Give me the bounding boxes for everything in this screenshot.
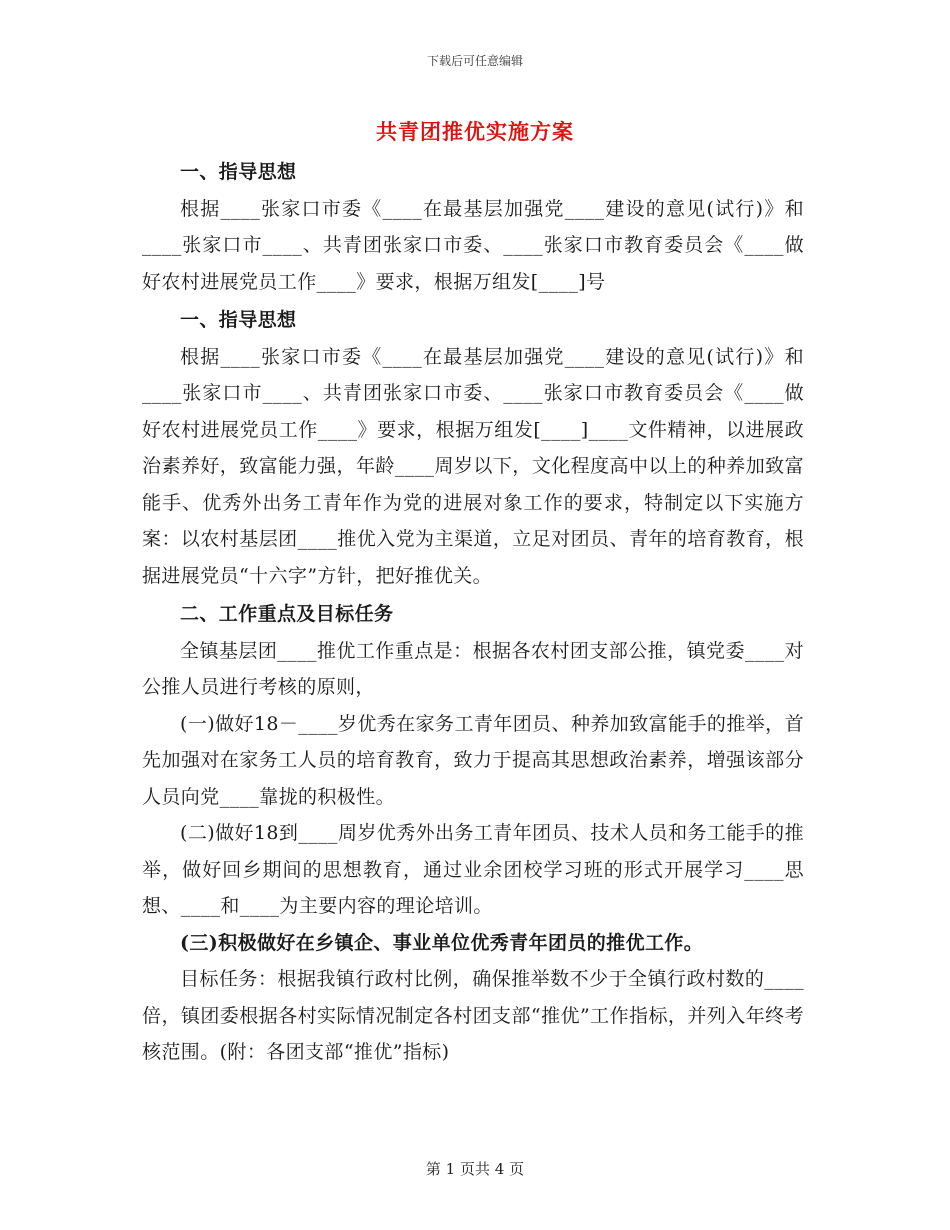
paragraph-basis-full: 根据____张家口市委《____在最基层加强党____建设的意见(试行)》和____张家口市____、共青团张家口市委、____张家口市教育委员会《____做好农村进展党员工作____》要求，根据万组发[____]____文件精神，以进展政治素养好，致富能力强，年龄____周岁以下，文化程度高中以上的种养加致富能手、优秀外出务工青年作为党的进展对象工作的要求，特制定以下实施方案：以农村基层团____推优入党为主渠道，立足对团员、青年的培育教育，根据进展党员“十六字”方针，把好推优关。 [142, 345, 804, 587]
paragraph-work-focus: 全镇基层团____推优工作重点是：根据各农村团支部公推，镇党委____对公推人员进行考核的原则， [142, 639, 804, 698]
paragraph-item-one: (一)做好18－____岁优秀在家务工青年团员、种养加致富能手的推举，首先加强对在家务工人员的培育教育，致力于提高其思想政治素养，增强该部分人员向党____靠拢的积极性。 [142, 712, 804, 808]
document-body [142, 152, 804, 1071]
document-title: 共青团推优实施方案 [376, 119, 574, 144]
paragraph-item-two: (二)做好18到____周岁优秀外出务工青年团员、技术人员和务工能手的推举，做好回乡期间的思想教育，通过业余团校学习班的形式开展学习____思想、____和____为主要内容的理论培训。 [142, 822, 804, 917]
header-note: 下载后可任意编辑 [426, 54, 523, 68]
section-heading-guiding-thought: 一、指导思想 [180, 161, 297, 183]
paragraph-basis: 根据____张家口市委《____在最基层加强党____建设的意见(试行)》和____张家口市____、共青团张家口市委、____张家口市教育委员会《____做好农村进展党员工作____》要求，根据万组发[____]号 [142, 197, 804, 293]
section-heading-work-focus: 二、工作重点及目标任务 [180, 603, 394, 625]
paragraph-targets: 目标任务：根据我镇行政村比例，确保推举数不少于全镇行政村数的____倍，镇团委根据各村实际情况制定各村团支部“推优”工作指标，并列入年终考核范围。(附：各团支部“推优”指标) [142, 968, 804, 1063]
page-number: 第 1 页共 4 页 [425, 1160, 525, 1178]
paragraph-item-three: (三)积极做好在乡镇企、事业单位优秀青年团员的推优工作。 [180, 931, 704, 954]
section-heading-guiding-thought-repeat: 一、指导思想 [180, 309, 297, 331]
